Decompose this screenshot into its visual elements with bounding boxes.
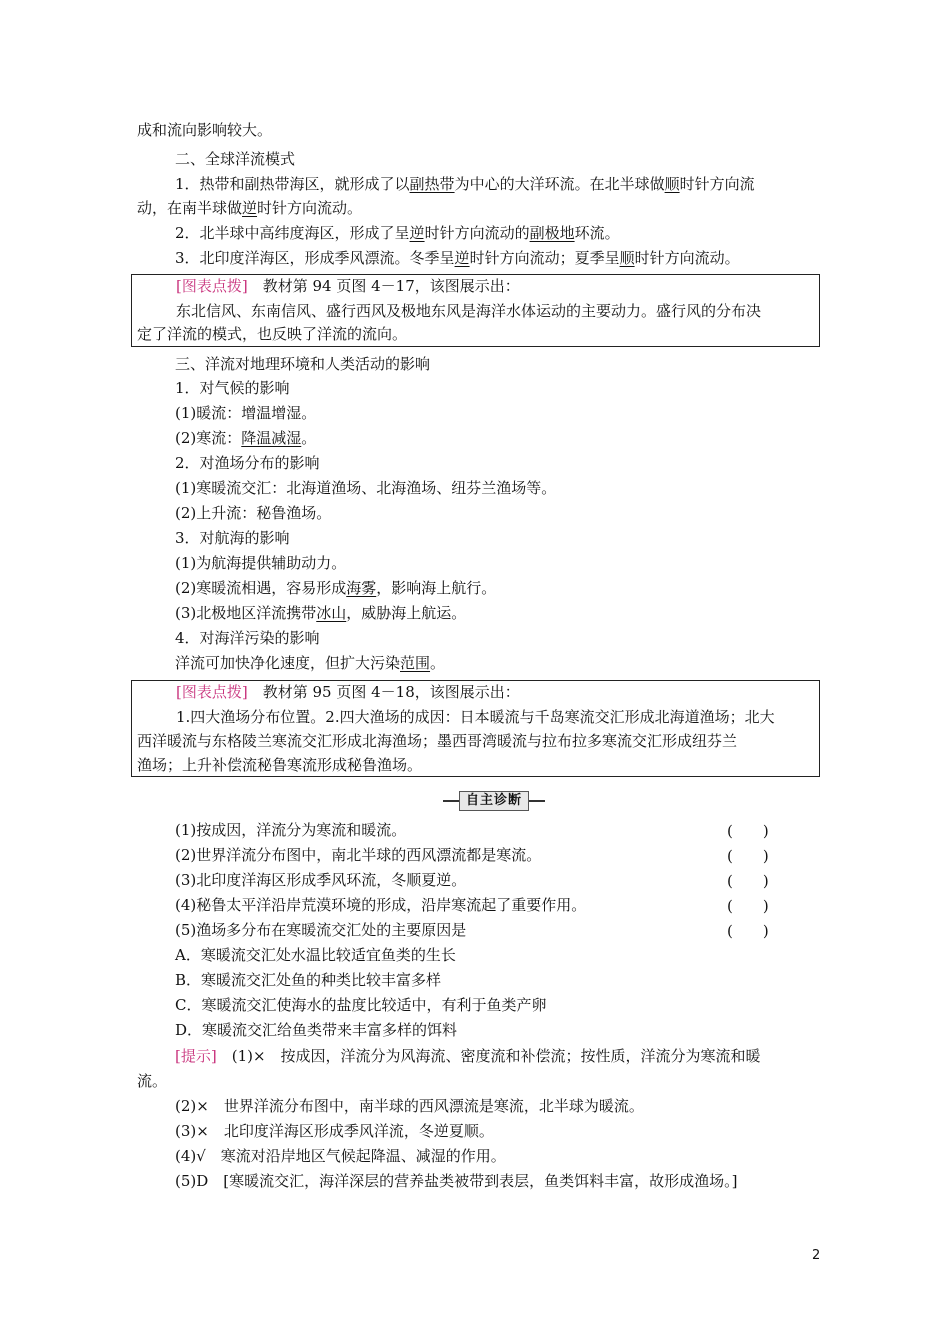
text-line: 4．对海洋污染的影响 <box>175 629 320 647</box>
hint-line: [提示] (1)× 按成因，洋流分为风海流、密度流和补偿流；按性质，洋流分为寒流和暖 <box>175 1047 761 1065</box>
hint-line: (3)× 北印度洋海区形成季风洋流，冬逆夏顺。 <box>175 1122 494 1140</box>
text-line: (2)寒暖流相遇，容易形成海雾，影响海上航行。 <box>175 579 497 597</box>
hint-line: (4)√ 寒流对沿岸地区气候起降温、减湿的作用。 <box>175 1147 506 1165</box>
text-line: (2)寒流：降温减湿。 <box>175 429 317 447</box>
section-heading: 三、洋流对地理环境和人类活动的影响 <box>175 355 431 373</box>
text-line: (3)北极地区洋流携带冰山，威胁海上航运。 <box>175 604 467 622</box>
text-line: 1.四大渔场分布位置。2.四大渔场的成因：日本暖流与千岛寒流交汇形成北海道渔场；北大 <box>176 708 775 726</box>
option-item: A．寒暖流交汇处水温比较适宜鱼类的生长 <box>175 946 456 964</box>
question-item: (3)北印度洋海区形成季风环流，冬顺夏逆。 <box>175 871 467 889</box>
option-item: D．寒暖流交汇给鱼类带来丰富多样的饵料 <box>175 1021 458 1039</box>
option-item: B．寒暖流交汇处鱼的种类比较丰富多样 <box>175 971 442 989</box>
answer-blank: ( ) <box>727 847 769 865</box>
text-line: 2．对渔场分布的影响 <box>175 454 320 472</box>
question-item: (5)渔场多分布在寒暖流交汇处的主要原因是 <box>175 921 467 939</box>
text-line: (1)寒暖流交汇：北海道渔场、北海渔场、纽芬兰渔场等。 <box>175 479 557 497</box>
text-line: 成和流向影响较大。 <box>137 121 273 139</box>
box-heading: [图表点拨] 教材第 94 页图 4－17，该图展示出： <box>176 277 520 295</box>
answer-blank: ( ) <box>727 897 769 915</box>
text-line: 定了洋流的模式，也反映了洋流的流向。 <box>137 325 408 343</box>
text-line: (1)暖流：增温增湿。 <box>175 404 317 422</box>
text-line: 西洋暖流与东格陵兰寒流交汇形成北海渔场；墨西哥湾暖流与拉布拉多寒流交汇形成纽芬兰 <box>137 732 738 750</box>
section-badge <box>443 791 545 811</box>
chart-note-box <box>131 274 820 347</box>
page-number: 2 <box>812 1248 821 1263</box>
text-line: 1．热带和副热带海区，就形成了以副热带为中心的大洋环流。在北半球做顺时针方向流 <box>175 175 755 193</box>
text-line: (1)为航海提供辅助动力。 <box>175 554 347 572</box>
note-tag: [图表点拨] <box>176 277 248 295</box>
text-line: 2．北半球中高纬度海区，形成了呈逆时针方向流动的副极地环流。 <box>175 224 620 242</box>
question-item: (2)世界洋流分布图中，南北半球的西风漂流都是寒流。 <box>175 846 542 864</box>
answer-blank: ( ) <box>727 822 769 840</box>
text-line: 3．对航海的影响 <box>175 529 290 547</box>
question-item: (1)按成因，洋流分为寒流和暖流。 <box>175 821 407 839</box>
hint-line: 流。 <box>137 1072 168 1090</box>
option-item: C．寒暖流交汇使海水的盐度比较适中，有利于鱼类产卵 <box>175 996 547 1014</box>
hint-line: (5)D [寒暖流交汇，海洋深层的营养盐类被带到表层，鱼类饵料丰富，故形成渔场。] <box>175 1172 738 1190</box>
badge-label: 自主诊断 <box>459 791 529 811</box>
text-line: 东北信风、东南信风、盛行西风及极地东风是海洋水体运动的主要动力。盛行风的分布决 <box>176 302 762 320</box>
note-tag: [图表点拨] <box>176 683 248 701</box>
text-line: 动，在南半球做逆时针方向流动。 <box>137 199 363 217</box>
answer-blank: ( ) <box>727 922 769 940</box>
hint-tag: [提示] <box>175 1047 217 1065</box>
text-line: (2)上升流：秘鲁渔场。 <box>175 504 332 522</box>
question-item: (4)秘鲁太平洋沿岸荒漠环境的形成，沿岸寒流起了重要作用。 <box>175 896 587 914</box>
section-heading: 二、全球洋流模式 <box>175 150 296 168</box>
hint-line: (2)× 世界洋流分布图中，南半球的西风漂流是寒流，北半球为暖流。 <box>175 1097 644 1115</box>
text-line: 3．北印度洋海区，形成季风漂流。冬季呈逆时针方向流动；夏季呈顺时针方向流动。 <box>175 249 740 267</box>
box-heading: [图表点拨] 教材第 95 页图 4－18，该图展示出： <box>176 683 520 701</box>
text-line: 洋流可加快净化速度，但扩大污染范围。 <box>175 654 446 672</box>
chart-note-box <box>131 680 820 777</box>
text-line: 1．对气候的影响 <box>175 379 290 397</box>
text-line: 渔场；上升补偿流秘鲁寒流形成秘鲁渔场。 <box>137 756 423 774</box>
answer-blank: ( ) <box>727 872 769 890</box>
